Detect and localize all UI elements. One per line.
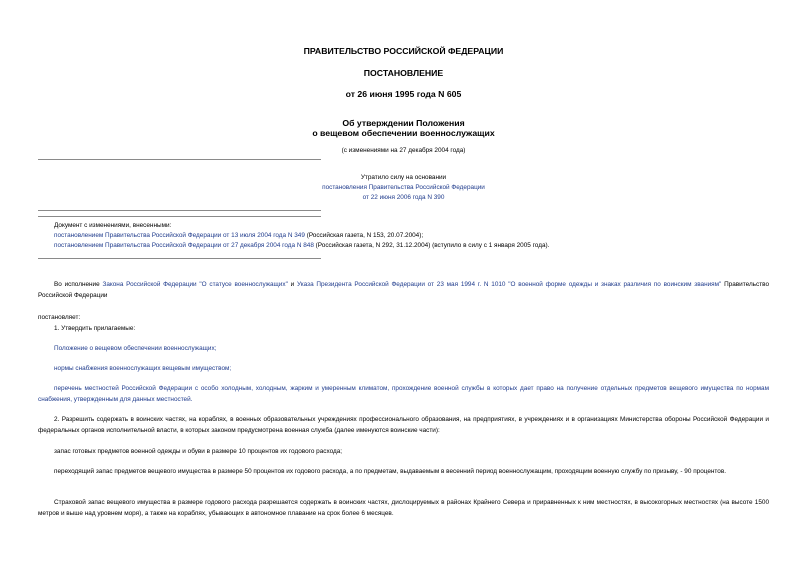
- document-type-heading: ПОСТАНОВЛЕНИЕ: [363, 68, 444, 78]
- change-tail-1: (Российская газета, N 153, 20.07.2004);: [304, 232, 424, 239]
- document-title-line2: о вещевом обеспечении военнослужащих: [312, 128, 495, 138]
- divider-top: [38, 159, 321, 160]
- change-link-2[interactable]: постановлением Правительства Российской Федерации от 27 декабря 2004 года N 848: [54, 242, 314, 249]
- approved-norms-link[interactable]: нормы снабжения военнослужащих вещевым имуществом;: [54, 365, 232, 372]
- preamble-lead: Во исполнение: [54, 281, 103, 288]
- status-link-line2[interactable]: от 22 июня 2006 года N 390: [362, 194, 445, 201]
- change-tail-2: (Российская газета, N 292, 31.12.2004) (вступило в силу с 1 января 2005 года).: [313, 242, 550, 249]
- change-link-1[interactable]: постановлением Правительства Российской Федерации от 13 июля 2004 года N 349: [54, 232, 305, 239]
- document-title-line1: Об утверждении Положения: [342, 118, 465, 128]
- law-link[interactable]: Закона Российской Федерации "О статусе военнослужащих": [102, 281, 288, 288]
- preamble-and: и: [287, 281, 297, 288]
- authority-heading: ПРАВИТЕЛЬСТВО РОССИЙСКОЙ ФЕДЕРАЦИИ: [303, 46, 504, 56]
- sub-item-1: запас готовых предметов военной одежды и обуви в размере 10 процентов их годового расхода;: [54, 448, 343, 455]
- item-2-paragraph: 2. Разрешить содержать в воинских частях, на кораблях, в военных образовательных учреждениях профессионального образования, на предприятиях, в учреждениях и в организациях Министерства обороны Российской Федерации и федеральных органов исполнительной власти, в которых законом предусмотрена военная служба (далее именуются воинские части):: [38, 416, 769, 434]
- status-link-line1[interactable]: постановления Правительства Российской Федерации: [322, 184, 485, 191]
- change-item-2: [54, 241, 549, 250]
- approved-list-link[interactable]: перечень местностей Российской Федерации с особо холодным, холодным, жарким и умеренным климатом, прохождение военной службы в которых дает право на получение отдельных предметов вещевого имущества по нормам снабжения, утвержденным для данных местностей.: [38, 385, 769, 403]
- approved-regulation-link[interactable]: Положение о вещевом обеспечении военнослужащих;: [54, 345, 217, 352]
- revision-note: (с изменениями на 27 декабря 2004 года): [341, 147, 466, 154]
- decree-link[interactable]: Указа Президента Российской Федерации от 23 мая 1994 г. N 1010 "О военной форме одежды и знаках различия по воинским званиям": [296, 281, 722, 288]
- preamble-paragraph: [38, 279, 769, 301]
- preamble-tail: Правительство Российской Федерации: [38, 281, 769, 299]
- status-text: Утратило силу на основании: [360, 174, 447, 181]
- changes-intro: Документ с изменениями, внесенными:: [54, 222, 172, 229]
- document-date-number: от 26 июня 1995 года N 605: [345, 89, 462, 99]
- divider-status-1: [38, 210, 321, 211]
- divider-changes: [38, 258, 321, 259]
- sub-item-2: переходящий запас предметов вещевого имущества в размере 50 процентов их годового расхода, а по предметам, выдаваемым в весенний период военнослужащим, проходящим военную службу по призыву, - 90 процентов.: [54, 468, 727, 475]
- reserve-paragraph: Страховой запас вещевого имущества в размере годового расхода разрешается содержать в воинских частях, дислоцируемых в районах Крайнего Севера и приравненных к ним местностях, в высокогорных местностях (на высоте 1500 метров и выше над уровнем моря), а также на кораблях, убывающих в автономное плавание на срок более 6 месяцев.: [38, 499, 769, 517]
- divider-status-2: [38, 216, 321, 217]
- change-item-1: [54, 231, 423, 240]
- item-1: 1. Утвердить прилагаемые:: [54, 325, 136, 332]
- decree-word: постановляет:: [38, 314, 81, 321]
